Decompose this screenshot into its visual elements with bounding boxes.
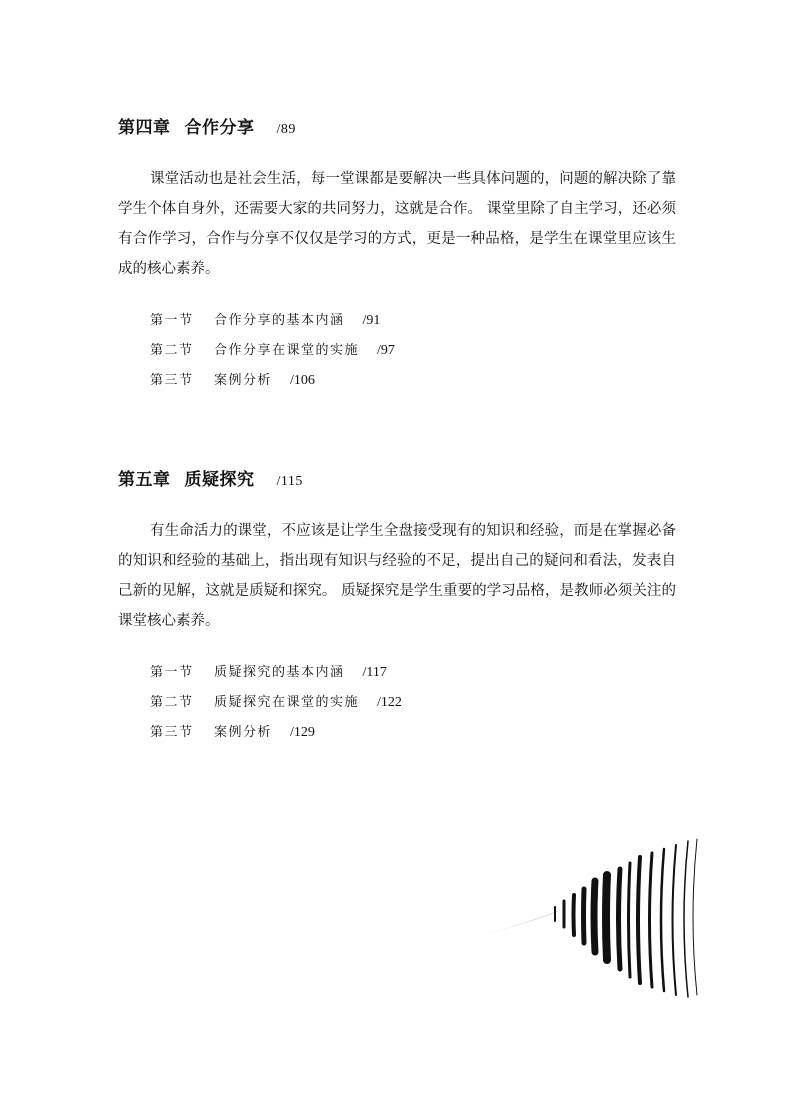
stripe-bar [606, 875, 607, 960]
chapter-block-5 [118, 468, 698, 748]
section-title: 质疑探究的基本内涵 [214, 665, 345, 680]
section-page-number: /122 [377, 695, 402, 710]
stripe-bar [673, 845, 677, 995]
section-page-number: /106 [290, 373, 315, 388]
section-item[interactable] [150, 306, 698, 336]
section-list [118, 306, 698, 396]
section-item[interactable] [150, 366, 698, 396]
section-number: 第三节 [150, 725, 194, 740]
stripe-bar [638, 857, 640, 983]
stripe-bar [619, 869, 621, 969]
section-title: 合作分享在课堂的实施 [214, 343, 360, 358]
section-title: 合作分享的基本内涵 [214, 313, 345, 328]
stripe-bar [693, 839, 697, 995]
section-title: 质疑探究在课堂的实施 [214, 695, 360, 710]
chapter-page-number: /89 [276, 122, 296, 137]
section-item[interactable] [150, 658, 698, 688]
stripe-bar [661, 849, 664, 991]
chapter-page-number: /115 [276, 474, 303, 489]
section-number: 第三节 [150, 373, 194, 388]
section-title: 案例分析 [214, 373, 273, 388]
chapter-title: 合作分享 [184, 118, 255, 138]
section-item[interactable] [150, 718, 698, 748]
chapter-description: 课堂活动也是社会生活，每一堂课都是要解决一些具体问题的，问题的解决除了靠学生个体自身外，还需要大家的共同努力，这就是合作。 课堂里除了自主学习，还必须有合作学习，合作与分享不仅仅是学习的方式，更是一种品格，是学生在课堂里应该生成的核心素养。 [118, 171, 676, 277]
section-page-number: /91 [362, 313, 381, 328]
section-title: 案例分析 [214, 725, 273, 740]
chapter-number: 第四章 [118, 118, 171, 138]
chapter-block-4 [118, 116, 698, 396]
chapter-heading[interactable] [118, 468, 698, 492]
stripe-bar [684, 841, 688, 997]
section-item[interactable] [150, 688, 698, 718]
section-page-number: /97 [377, 343, 395, 358]
section-page-number: /129 [290, 725, 315, 740]
section-list [118, 658, 698, 748]
stripe-ray [535, 910, 560, 920]
stripe-bar [584, 889, 585, 943]
stripe-bar [574, 895, 575, 935]
section-number: 第二节 [150, 695, 194, 710]
chapter-description: 有生命活力的课堂，不应该是让学生全盘接受现有的知识和经验，而是在掌握必备的知识和经验的基础上，指出现有知识与经验的不足，提出自己的疑问和看法，发表自己新的见解，这就是质疑和探究。 质疑探究是学生重要的学习品格，是教师必须关注的课堂核心素养。 [118, 523, 676, 629]
section-number: 第二节 [150, 343, 194, 358]
chapter-heading[interactable] [118, 116, 698, 140]
section-item[interactable] [150, 336, 698, 366]
chapter-title: 质疑探究 [184, 470, 255, 490]
stripe-bar [650, 853, 653, 987]
section-number: 第一节 [150, 313, 194, 328]
section-page-number: /117 [362, 665, 387, 680]
stripe-bar [629, 863, 631, 977]
stripe-bar [594, 881, 595, 952]
chapter-number: 第五章 [118, 470, 171, 490]
section-number: 第一节 [150, 665, 194, 680]
decorative-stripes-graphic [480, 835, 710, 1005]
